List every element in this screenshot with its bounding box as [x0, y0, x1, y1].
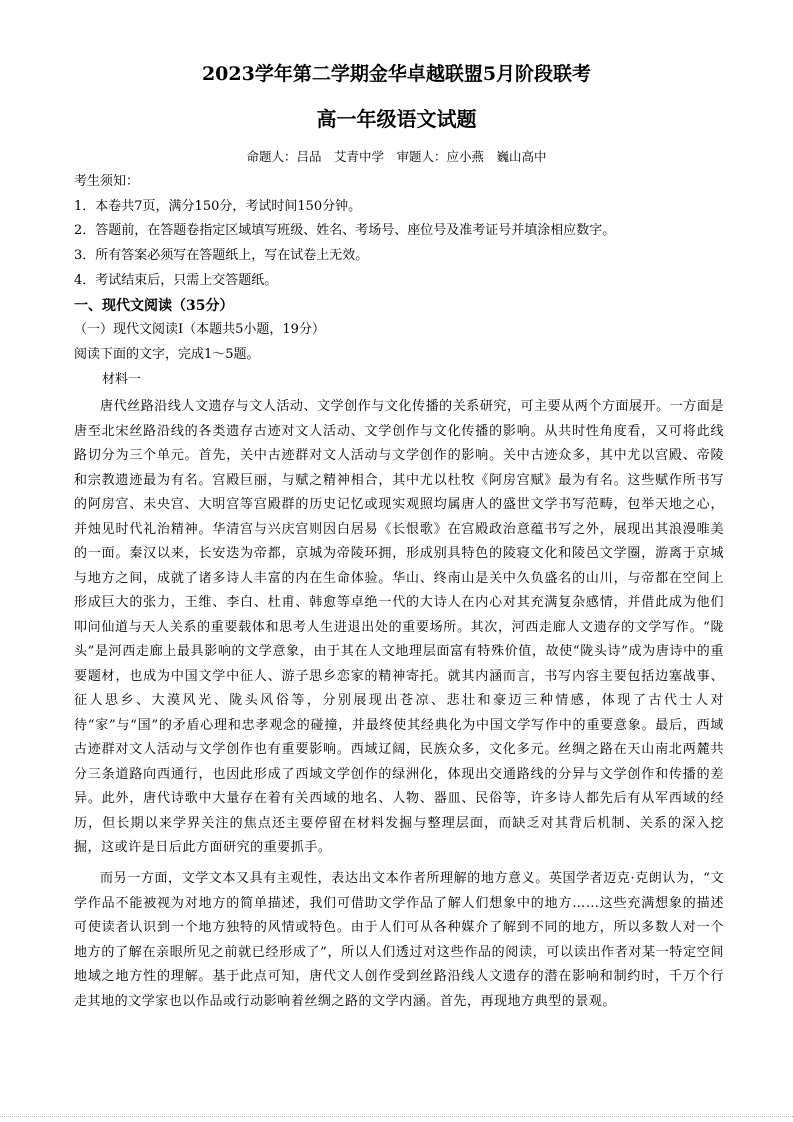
- exam-title: 2023学年第二学期金华卓越联盟5月阶段联考: [201, 63, 592, 85]
- section-heading: 一、现代文阅读（35分）: [74, 298, 234, 314]
- sub-section-heading: （一）现代文阅读Ⅰ（本题共5小题，19分）: [74, 322, 325, 337]
- reading-instruction: 阅读下面的文字，完成1～5题。: [74, 347, 260, 362]
- notice-heading: 考生须知：: [74, 174, 140, 189]
- body-paragraph: 唐代丝路沿线人文遗存与文人活动、文学创作与文化传播的关系研究，可主要从两个方面展开。一方面是唐至北宋丝路沿线的各类遗存古迹对文人活动、文学创作与文化传播的影响。从共时性角度看，又可将此线路切分为三个单元。首先，关中古迹群对文人活动与文学创作的影响。关中古迹众多，其中尤以宫殿、帝陵和宗教遗迹最为有名。宫殿巨丽，与赋之精神相合，其中尤以杜牧《阿房宫赋》最为有名。这些赋作所书写的阿房宫、未央宫、大明宫等宫殿群的历史记忆或现实观照均属唐人的盛世文学书写范畴，包举天地之心，并烛见时代礼治精神。华清宫与兴庆宫则因白居易《长恨歌》在宫殿政治意蕴书写之外，展现出其浪漫唯美的一面。秦汉以来，长安迭为帝都，京城为帝陵环拥，形成别具特色的陵寝文化和陵邑文学圈，游离于京城与地方之间，成就了诸多诗人丰富的内在生命体验。华山、终南山是关中久负盛名的山川，与帝都在空间上形成巨大的张力，王维、李白、杜甫、韩愈等卓绝一代的大诗人在内心对其充满复杂感情，并借此成为他们叩问仙道与天人关系的重要载体和思考人生进退出处的重要场所。其次，河西走廊人文遗存的文学写作。“陇头”是河西走廊上最具影响的文学意象，由于其在人文地理层面富有特殊价值，故使“陇头诗”成为唐诗中的重要题材，也成为中国文学中征人、游子思乡恋家的精神寄托。就其内涵而言，书写内容主要包括边塞战事、征人思乡、大漠风光、陇头风俗等，分别展现出苍凉、悲壮和豪迈三种情感，体现了古代士人对待“家”与“国”的矛盾心理和忠孝观念的碰撞，并最终使其经典化为中国文学写作中的重要意象。最后，西域古迹群对文人活动与文学创作也有重要影响。西域辽阔，民族众多，文化多元。丝绸之路在天山南北两麓共分三条道路向西通行，也因此形成了西域文学创作的绿洲化，体现出交通路线的分异与文学创作和传播的差异。此外，唐代诗歌中大量存在着有关西域的地名、人物、器皿、民俗等，许多诗人都先后有从军西域的经历，但长期以来学界关注的焦点还主要停留在材料发掘与整理层面，而缺乏对其背后机制、关系的深入挖掘，这或许是日后此方面研究的重要抓手。: [74, 399, 724, 855]
- exam-subtitle: 高一年级语文试题: [316, 107, 477, 131]
- notice-item: 2．答题前，在答题卷指定区域填写班级、姓名、考场号、座位号及准考证号并填涂相应数字。: [74, 223, 616, 238]
- material-label: 材料一: [102, 372, 142, 387]
- exam-authors: 命题人：吕品 艾青中学 审题人：应小燕 巍山高中: [246, 149, 547, 164]
- notice-item: 4．考试结束后，只需上交答题纸。: [74, 273, 278, 288]
- notice-item: 3．所有答案必须写在答题纸上，写在试卷上无效。: [74, 248, 369, 263]
- notice-item: 1．本卷共7页，满分150分，考试时间150分钟。: [74, 199, 362, 214]
- body-paragraph: 而另一方面，文学文本又具有主观性，表达出文本作者所理解的地方意义。英国学者迈克·克朗认为，“文学作品不能被视为对地方的简单描述，我们可借助文学作品了解人们想象中的地方……这些充满想象的描述可使读者认识到一个地方独特的风情或特色。由于人们可从各种媒介了解到不同的地方，所以多数人对一个地方的了解在亲眼所见之前就已经形成了”，所以人们透过对这些作品的阅读，可以读出作者对某一特定空间地域之地方性的理解。基于此点可知，唐代文人创作受到丝路沿线人文遗存的潜在影响和制约时，千万个行走其地的文学家也以作品或行动影响着丝绸之路的文学内涵。首先，再现地方典型的景观。: [74, 871, 724, 1009]
- page-bottom-divider: [0, 1116, 793, 1117]
